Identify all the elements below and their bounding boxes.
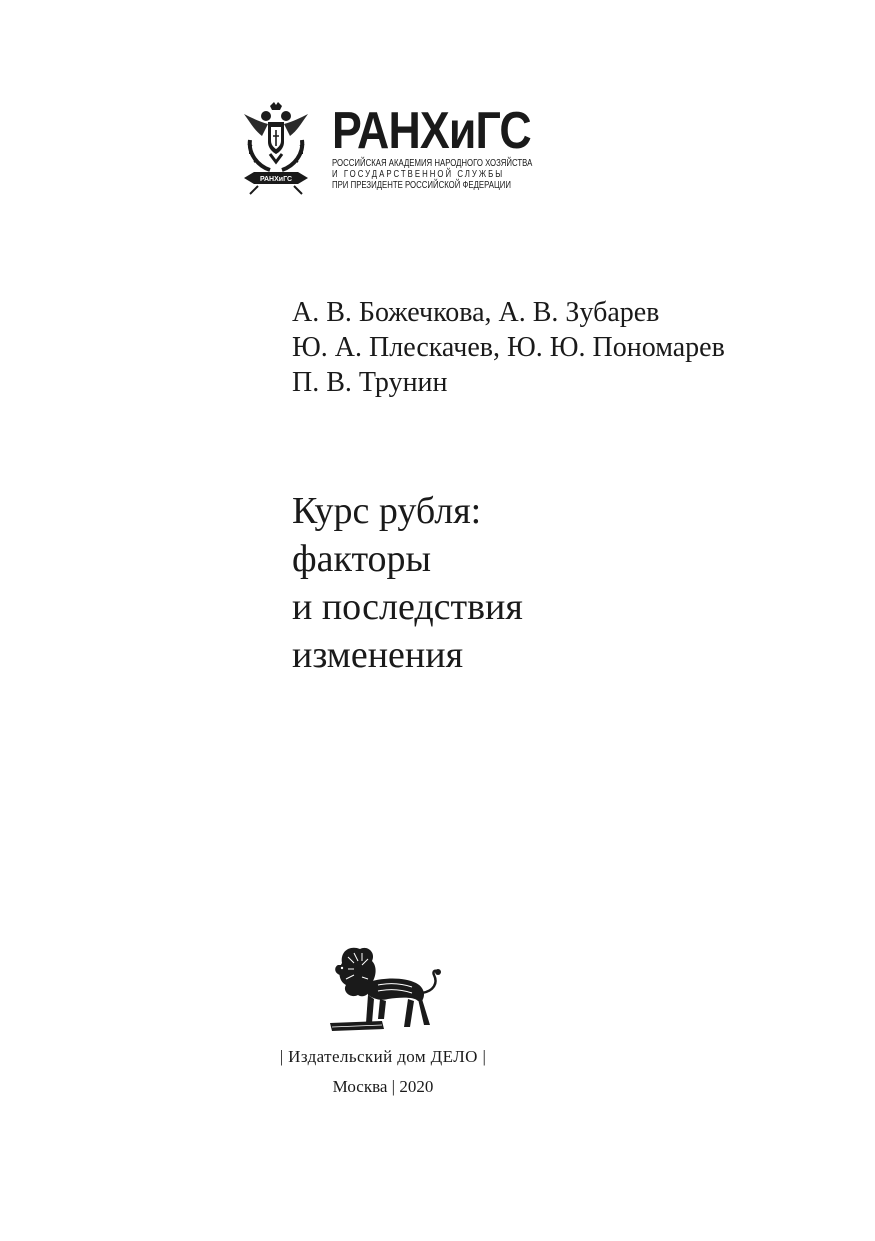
title-line-1: Курс рубля: [292, 490, 482, 532]
city-year: Москва | 2020 [332, 1077, 434, 1096]
book-title [292, 487, 523, 679]
ranepa-wordmark [332, 104, 589, 191]
brand-line-2: И ГОСУДАРСТВЕННОЙ СЛУЖБЫ [332, 169, 505, 180]
title-line-2: факторы [292, 538, 432, 580]
authors-line-3: П. В. Трунин [292, 367, 448, 398]
svg-text:РАНХиГС: РАНХиГС [259, 176, 293, 183]
brand-line-1: РОССИЙСКАЯ АКАДЕМИЯ НАРОДНОГО ХОЗЯЙСТВА [332, 158, 533, 169]
brand-line-3: ПРИ ПРЕЗИДЕНТЕ РОССИЙСКОЙ ФЕДЕРАЦИИ [332, 180, 511, 191]
lion-logo-icon [328, 943, 446, 1035]
publisher-name: | Издательский дом ДЕЛО | [279, 1047, 487, 1066]
authors-line-2: Ю. А. Плескачев, Ю. Ю. Пономарев [292, 332, 725, 363]
ranepa-emblem-icon [240, 100, 312, 195]
title-line-3: и последствия [292, 586, 523, 628]
brand-name: РАНХиГС [332, 102, 531, 160]
authors-block [292, 295, 725, 400]
title-line-4: изменения [292, 634, 464, 676]
authors-line-1: А. В. Божечкова, А. В. Зубарев [292, 297, 660, 328]
